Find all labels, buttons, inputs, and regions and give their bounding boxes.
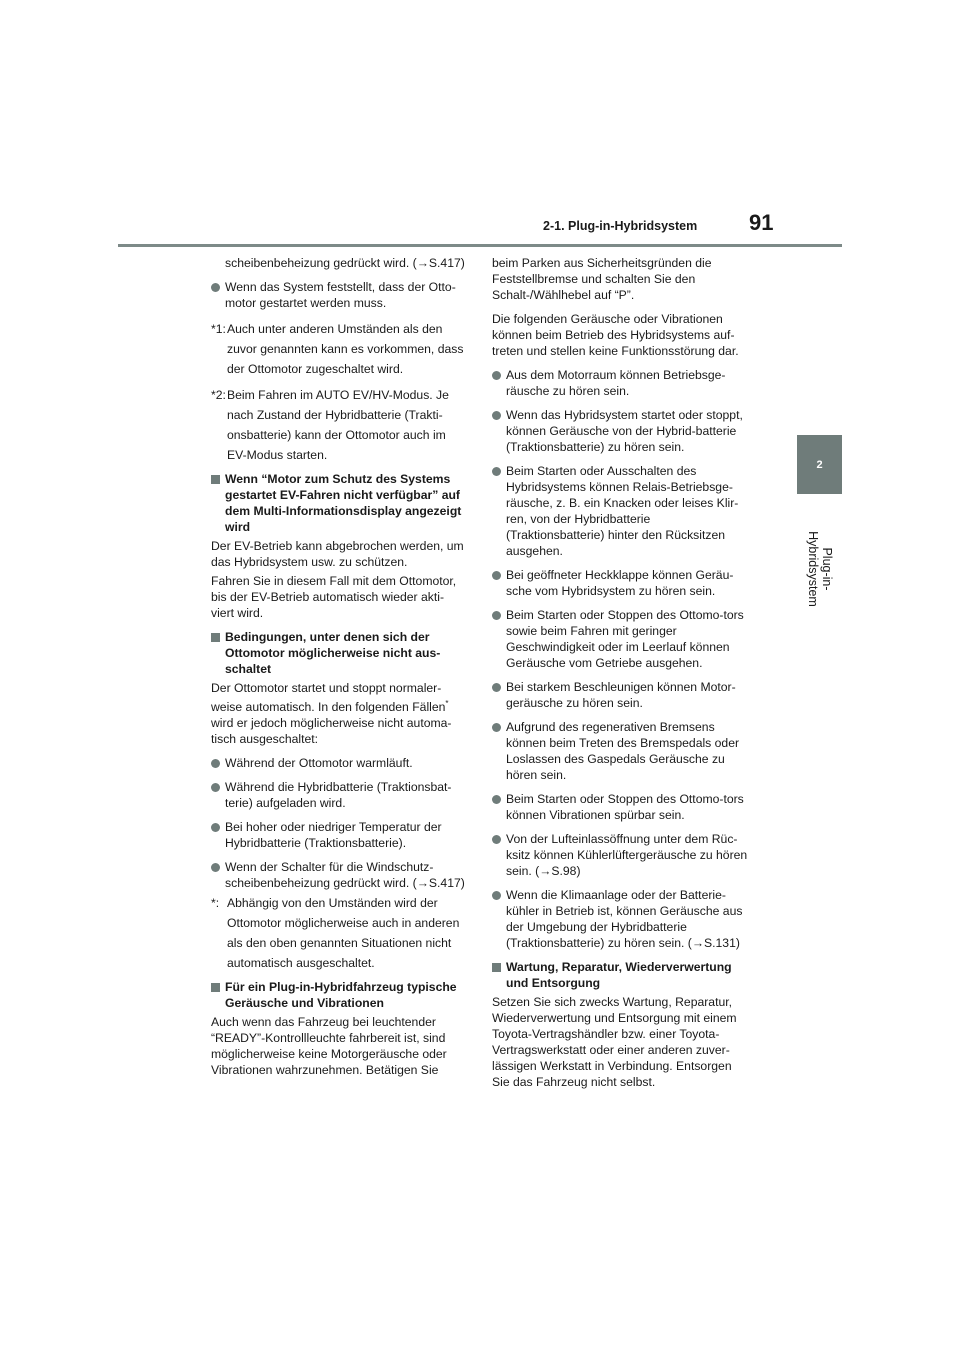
heading-text: Wartung, Reparatur, Wiederverwertung und Entsorgung xyxy=(506,960,732,990)
bullet-text: Aus dem Motorraum können Betriebsge-räusche zu hören sein. xyxy=(506,368,726,398)
section-title: 2-1. Plug-in-Hybridsystem xyxy=(543,219,698,233)
footnote-mark: *1: xyxy=(211,322,226,336)
bullet-text: Wenn die Klimaanlage oder der Batterie-kühler in Betrieb ist, können Geräusche aus der Umgebung der Hybridbatterie (Traktionsbatterie) zu hören sein. (→S.131) xyxy=(506,888,743,950)
header-rule xyxy=(118,244,842,247)
bullet-dot-icon xyxy=(211,759,220,768)
bullet-item xyxy=(211,755,467,771)
section-heading xyxy=(211,979,467,1011)
chapter-tab-number: 2 xyxy=(816,459,823,471)
paragraph: Auch wenn das Fahrzeug bei leuchtender “READY”-Kontrollleuchte fahrbereit ist, sind möglicherweise keine Motorgeräusche oder Vibrationen wahrzunehmen. Betätigen Sie xyxy=(211,1015,447,1078)
section-heading xyxy=(211,471,467,535)
bullet-item xyxy=(492,607,750,671)
heading-square-icon xyxy=(211,475,220,484)
paragraph: beim Parken aus Sicherheitsgründen die Feststellbremse und schalten Sie den Schalt-/Wählhebel auf “P”. xyxy=(492,256,712,302)
bullet-text: Wenn das System feststellt, dass der Otto-motor gestartet werden muss. xyxy=(225,280,456,310)
bullet-item xyxy=(492,407,750,455)
bullet-text: Während der Ottomotor warmläuft. xyxy=(225,756,413,771)
footnote-ref: * xyxy=(445,699,449,708)
bullet-dot-icon xyxy=(492,571,501,580)
bullet-item xyxy=(492,791,750,823)
paragraph: Die folgenden Geräusche oder Vibrationen können beim Betrieb des Hybridsystems auf-treten und stellen keine Funktionsstörung dar. xyxy=(492,312,739,358)
bullet-dot-icon xyxy=(211,283,220,292)
paragraph xyxy=(211,680,467,747)
page-number: 91 xyxy=(749,210,774,235)
footnote-mark: *: xyxy=(211,896,220,911)
bullet-item xyxy=(492,463,750,559)
bullet-item xyxy=(492,367,750,399)
bullet-dot-icon xyxy=(211,863,220,872)
bullet-text: Von der Lufteinlassöffnung unter dem Rüc-ksitz können Kühlerlüftergeräusche zu hören sein. (→S.98) xyxy=(506,832,748,878)
heading-square-icon xyxy=(211,633,220,642)
heading-text: Für ein Plug-in-Hybridfahrzeug typische Geräusche und Vibrationen xyxy=(225,980,457,1011)
bullet-dot-icon xyxy=(211,823,220,832)
bullet-text: Bei starkem Beschleunigen können Motor-geräusche zu hören sein. xyxy=(506,680,736,710)
right-column xyxy=(492,255,750,1098)
bullet-item xyxy=(492,887,750,951)
bullet-dot-icon xyxy=(492,371,501,380)
paragraph: Fahren Sie in diesem Fall mit dem Ottomotor, bis der EV-Betrieb automatisch wieder akti-viert wird. xyxy=(211,574,457,620)
footnote xyxy=(211,385,467,465)
bullet-item xyxy=(211,279,467,311)
bullet-text: Beim Starten oder Stoppen des Ottomo-tors können Vibrationen spürbar sein. xyxy=(506,792,744,822)
bullet-dot-icon xyxy=(211,783,220,792)
bullet-dot-icon xyxy=(492,611,501,620)
bullet-item xyxy=(211,779,467,811)
bullet-text: Beim Starten oder Stoppen des Ottomo-tors sowie beim Fahren mit geringer Geschwindigkeit oder im Leerlauf können Geräusche vom Getriebe ausgehen. xyxy=(506,608,744,670)
bullet-item xyxy=(211,819,467,851)
bullet-dot-icon xyxy=(492,795,501,804)
bullet-text: Aufgrund des regenerativen Bremsens können beim Treten des Bremspedals oder Loslassen des Gaspedals Geräusche zu hören sein. xyxy=(506,720,740,782)
bullet-dot-icon xyxy=(492,723,501,732)
bullet-text: Bei hoher oder niedriger Temperatur der Hybridbatterie (Traktionsbatterie). xyxy=(225,820,442,851)
footnote-text: Beim Fahren im AUTO EV/HV-Modus. Je nach Zustand der Hybridbatterie (Trakti-onsbatterie) kann der Ottomotor auch im EV-Modus starten. xyxy=(227,388,449,462)
bullet-dot-icon xyxy=(492,411,501,420)
heading-square-icon xyxy=(492,963,501,972)
bullet-dot-icon xyxy=(492,835,501,844)
paragraph-text: Der Ottomotor startet und stoppt normaler-weise automatisch. In den folgenden Fällen xyxy=(211,681,446,715)
chapter-side-label: Plug-in-Hybridsystem xyxy=(806,531,834,607)
bullet-item xyxy=(492,567,750,599)
bullet-text: Bei geöffneter Heckklappe können Geräu-sche vom Hybridsystem zu hören sein. xyxy=(506,568,734,598)
bullet-text: Wenn das Hybridsystem startet oder stoppt, können Geräusche von der Hybrid-batterie (Traktionsbatterie) zu hören sein. xyxy=(506,408,743,454)
bullet-text: Beim Starten oder Ausschalten des Hybridsystems können Relais-Betriebsge-räusche, z. B. ein Knacken oder leises Klir-ren, von der Hybridbatterie (Traktionsbatterie) hinter den Rücksitzen ausgehen. xyxy=(506,464,739,558)
footnote-text: Auch unter anderen Umständen als den zuvor genannten kann es vorkommen, dass der Ottomotor zugeschaltet wird. xyxy=(227,322,464,376)
heading-text: Bedingungen, unter denen sich der Ottomotor möglicherweise nicht aus-schaltet xyxy=(225,630,441,676)
paragraph: scheibenbeheizung gedrückt wird. (→S.417) xyxy=(225,256,465,270)
bullet-item xyxy=(492,831,750,879)
footnote-text: Abhängig von den Umständen wird der Ottomotor möglicherweise auch in anderen als den oben genannten Situationen nicht automatisch ausgeschaltet. xyxy=(227,896,460,971)
section-heading xyxy=(492,959,750,991)
footnote-mark: *2: xyxy=(211,388,226,402)
bullet-dot-icon xyxy=(492,891,501,900)
left-column xyxy=(211,255,467,1086)
bullet-text: Wenn der Schalter für die Windschutz-scheibenbeheizung gedrückt wird. (→S.417) xyxy=(225,860,465,891)
footnote xyxy=(211,893,467,973)
paragraph: Der EV-Betrieb kann abgebrochen werden, um das Hybridsystem usw. zu schützen. xyxy=(211,539,464,569)
footnote xyxy=(211,319,467,379)
section-heading xyxy=(211,629,467,677)
bullet-text: Während die Hybridbatterie (Traktionsbat-terie) aufgeladen wird. xyxy=(225,780,452,811)
heading-square-icon xyxy=(211,983,220,992)
bullet-dot-icon xyxy=(492,683,501,692)
heading-text: Wenn “Motor zum Schutz des Systems gestartet EV-Fahren nicht verfügbar” auf dem Multi-Informationsdisplay angezeigt wird xyxy=(225,472,462,534)
paragraph: Setzen Sie sich zwecks Wartung, Reparatur, Wiederverwertung und Entsorgung mit einem Toyota-Vertragshändler bzw. einer Toyota-Vertragswerkstatt oder einer anderen zuver-lässigen Werkstatt in Verbindung. Entsorgen Sie das Fahrzeug nicht selbst. xyxy=(492,995,737,1089)
paragraph-text: wird er jedoch möglicherweise nicht automa-tisch ausgeschaltet: xyxy=(211,716,452,747)
bullet-item xyxy=(211,859,467,891)
bullet-item xyxy=(492,719,750,783)
bullet-dot-icon xyxy=(492,467,501,476)
bullet-item xyxy=(492,679,750,711)
